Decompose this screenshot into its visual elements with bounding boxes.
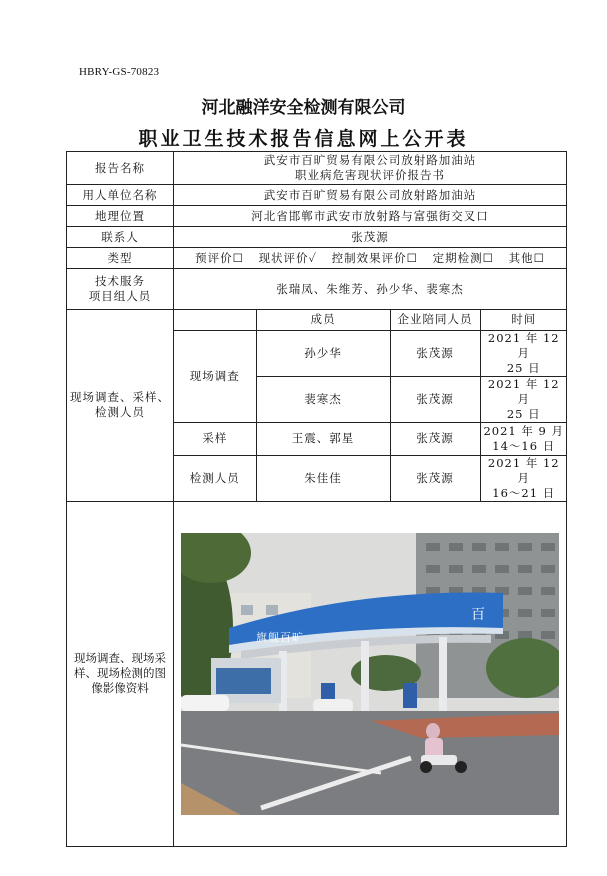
table-row — [174, 455, 567, 501]
label-field-personnel — [67, 310, 174, 502]
label-location: 地理位置 — [67, 206, 174, 227]
team-label-line2: 项目组人员 — [88, 289, 152, 303]
type-option-pre-evaluation — [195, 251, 244, 265]
field-header-row — [174, 310, 567, 330]
value-employer: 武安市百旷贸易有限公司放射路加油站 — [174, 185, 567, 206]
field-header-time: 时间 — [480, 310, 567, 330]
option-label: 现状评价 — [258, 250, 309, 265]
sampling-time — [480, 422, 567, 455]
testing-member: 朱佳佳 — [256, 455, 390, 501]
label-report-name: 报告名称 — [67, 152, 174, 185]
field-label-line1: 现场调查、采样、 — [70, 390, 170, 405]
option-checkbox: ☐ — [232, 250, 244, 265]
time-line2: 25 日 — [506, 406, 541, 421]
page-title: 职业卫生技术报告信息网上公开表 — [138, 128, 469, 150]
survey-label: 现场调查 — [174, 330, 256, 422]
field-personnel-grid — [174, 310, 567, 502]
label-images — [67, 501, 174, 846]
type-option-status-evaluation — [259, 251, 317, 265]
option-label: 定期检测 — [432, 250, 483, 265]
type-option-periodic-testing — [433, 251, 494, 265]
row-field-personnel — [67, 310, 567, 502]
row-images — [67, 501, 567, 846]
survey-accompany-1: 张茂源 — [390, 330, 480, 376]
rider-head — [426, 723, 440, 739]
scooter-wheel — [420, 761, 432, 773]
option-label: 控制效果评价 — [331, 250, 407, 265]
pillar — [361, 641, 369, 713]
field-header-member: 成员 — [256, 310, 390, 330]
option-label: 预评价 — [195, 250, 233, 265]
scooter-wheel — [455, 761, 467, 773]
label-employer: 用人单位名称 — [67, 185, 174, 206]
white-car — [313, 699, 353, 713]
fuel-pump — [403, 683, 417, 708]
time-line1: 2021 年 9 月 — [483, 423, 565, 438]
images-label-line2: 样、现场检测的图 — [74, 666, 166, 680]
disclosure-table — [66, 151, 567, 847]
sampling-member: 王震、郭星 — [256, 422, 390, 455]
type-option-other — [509, 251, 545, 265]
table-row — [174, 330, 567, 376]
gas-station-photo — [181, 533, 559, 815]
images-label-line1: 现场调查、现场采 — [74, 651, 166, 665]
row-type — [67, 248, 567, 269]
survey-accompany-2: 张茂源 — [390, 376, 480, 422]
row-employer — [67, 185, 567, 206]
images-cell — [174, 501, 567, 846]
canopy-right-text: 百 — [471, 606, 486, 623]
pillar — [439, 637, 447, 713]
photo-scene — [181, 533, 559, 815]
field-header-accompany: 企业陪同人员 — [390, 310, 480, 330]
time-line1: 2021 年 12 月 — [487, 330, 560, 360]
label-type: 类型 — [67, 248, 174, 269]
row-contact — [67, 227, 567, 248]
time-line2: 25 日 — [506, 360, 541, 375]
row-location — [67, 206, 567, 227]
survey-time-2 — [480, 376, 567, 422]
value-contact: 张茂源 — [174, 227, 567, 248]
survey-member-2: 裴寒杰 — [256, 376, 390, 422]
option-checkbox: ☐ — [482, 250, 494, 265]
testing-accompany: 张茂源 — [390, 455, 480, 501]
images-label-line3: 像影像资料 — [91, 681, 149, 695]
table-row — [174, 422, 567, 455]
type-option-control-evaluation — [332, 251, 418, 265]
field-subtable — [174, 310, 567, 501]
time-line2: 14～16 日 — [492, 438, 556, 453]
time-line1: 2021 年 12 月 — [487, 455, 560, 485]
row-report-name — [67, 152, 567, 185]
white-car — [181, 695, 229, 711]
canopy-brand-text: 旗舰百旷 — [256, 630, 304, 644]
option-label: 其他 — [508, 250, 534, 265]
row-team — [67, 269, 567, 310]
option-checkbox: ☐ — [533, 250, 545, 265]
label-team — [67, 269, 174, 310]
survey-time-1 — [480, 330, 567, 376]
option-checkbox: ☐ — [406, 250, 418, 265]
report-name-line1: 武安市百旷贸易有限公司放射路加油站 — [263, 153, 477, 167]
value-report-name — [174, 152, 567, 185]
sampling-accompany: 张茂源 — [390, 422, 480, 455]
value-type — [174, 248, 567, 269]
field-label-line2: 检测人员 — [95, 405, 145, 420]
team-label-line1: 技术服务 — [95, 274, 145, 288]
value-team: 张瑞凤、朱维芳、孙少华、裴寒杰 — [174, 269, 567, 310]
option-checkmark: ✓ — [308, 250, 317, 265]
testing-label: 检测人员 — [174, 455, 256, 501]
survey-member-1: 孙少华 — [256, 330, 390, 376]
station-windows — [216, 668, 271, 694]
value-location: 河北省邯郸市武安市放射路与富强街交叉口 — [174, 206, 567, 227]
time-line1: 2021 年 12 月 — [487, 376, 560, 406]
sampling-label: 采样 — [174, 422, 256, 455]
report-name-line2: 职业病危害现状评价报告书 — [295, 168, 445, 182]
document-number: HBRY-GS-70823 — [79, 66, 160, 78]
label-contact: 联系人 — [67, 227, 174, 248]
company-name: 河北融洋安全检测有限公司 — [201, 98, 406, 118]
testing-time — [480, 455, 567, 501]
field-header-blank — [174, 310, 256, 330]
time-line2: 16～21 日 — [492, 485, 556, 500]
